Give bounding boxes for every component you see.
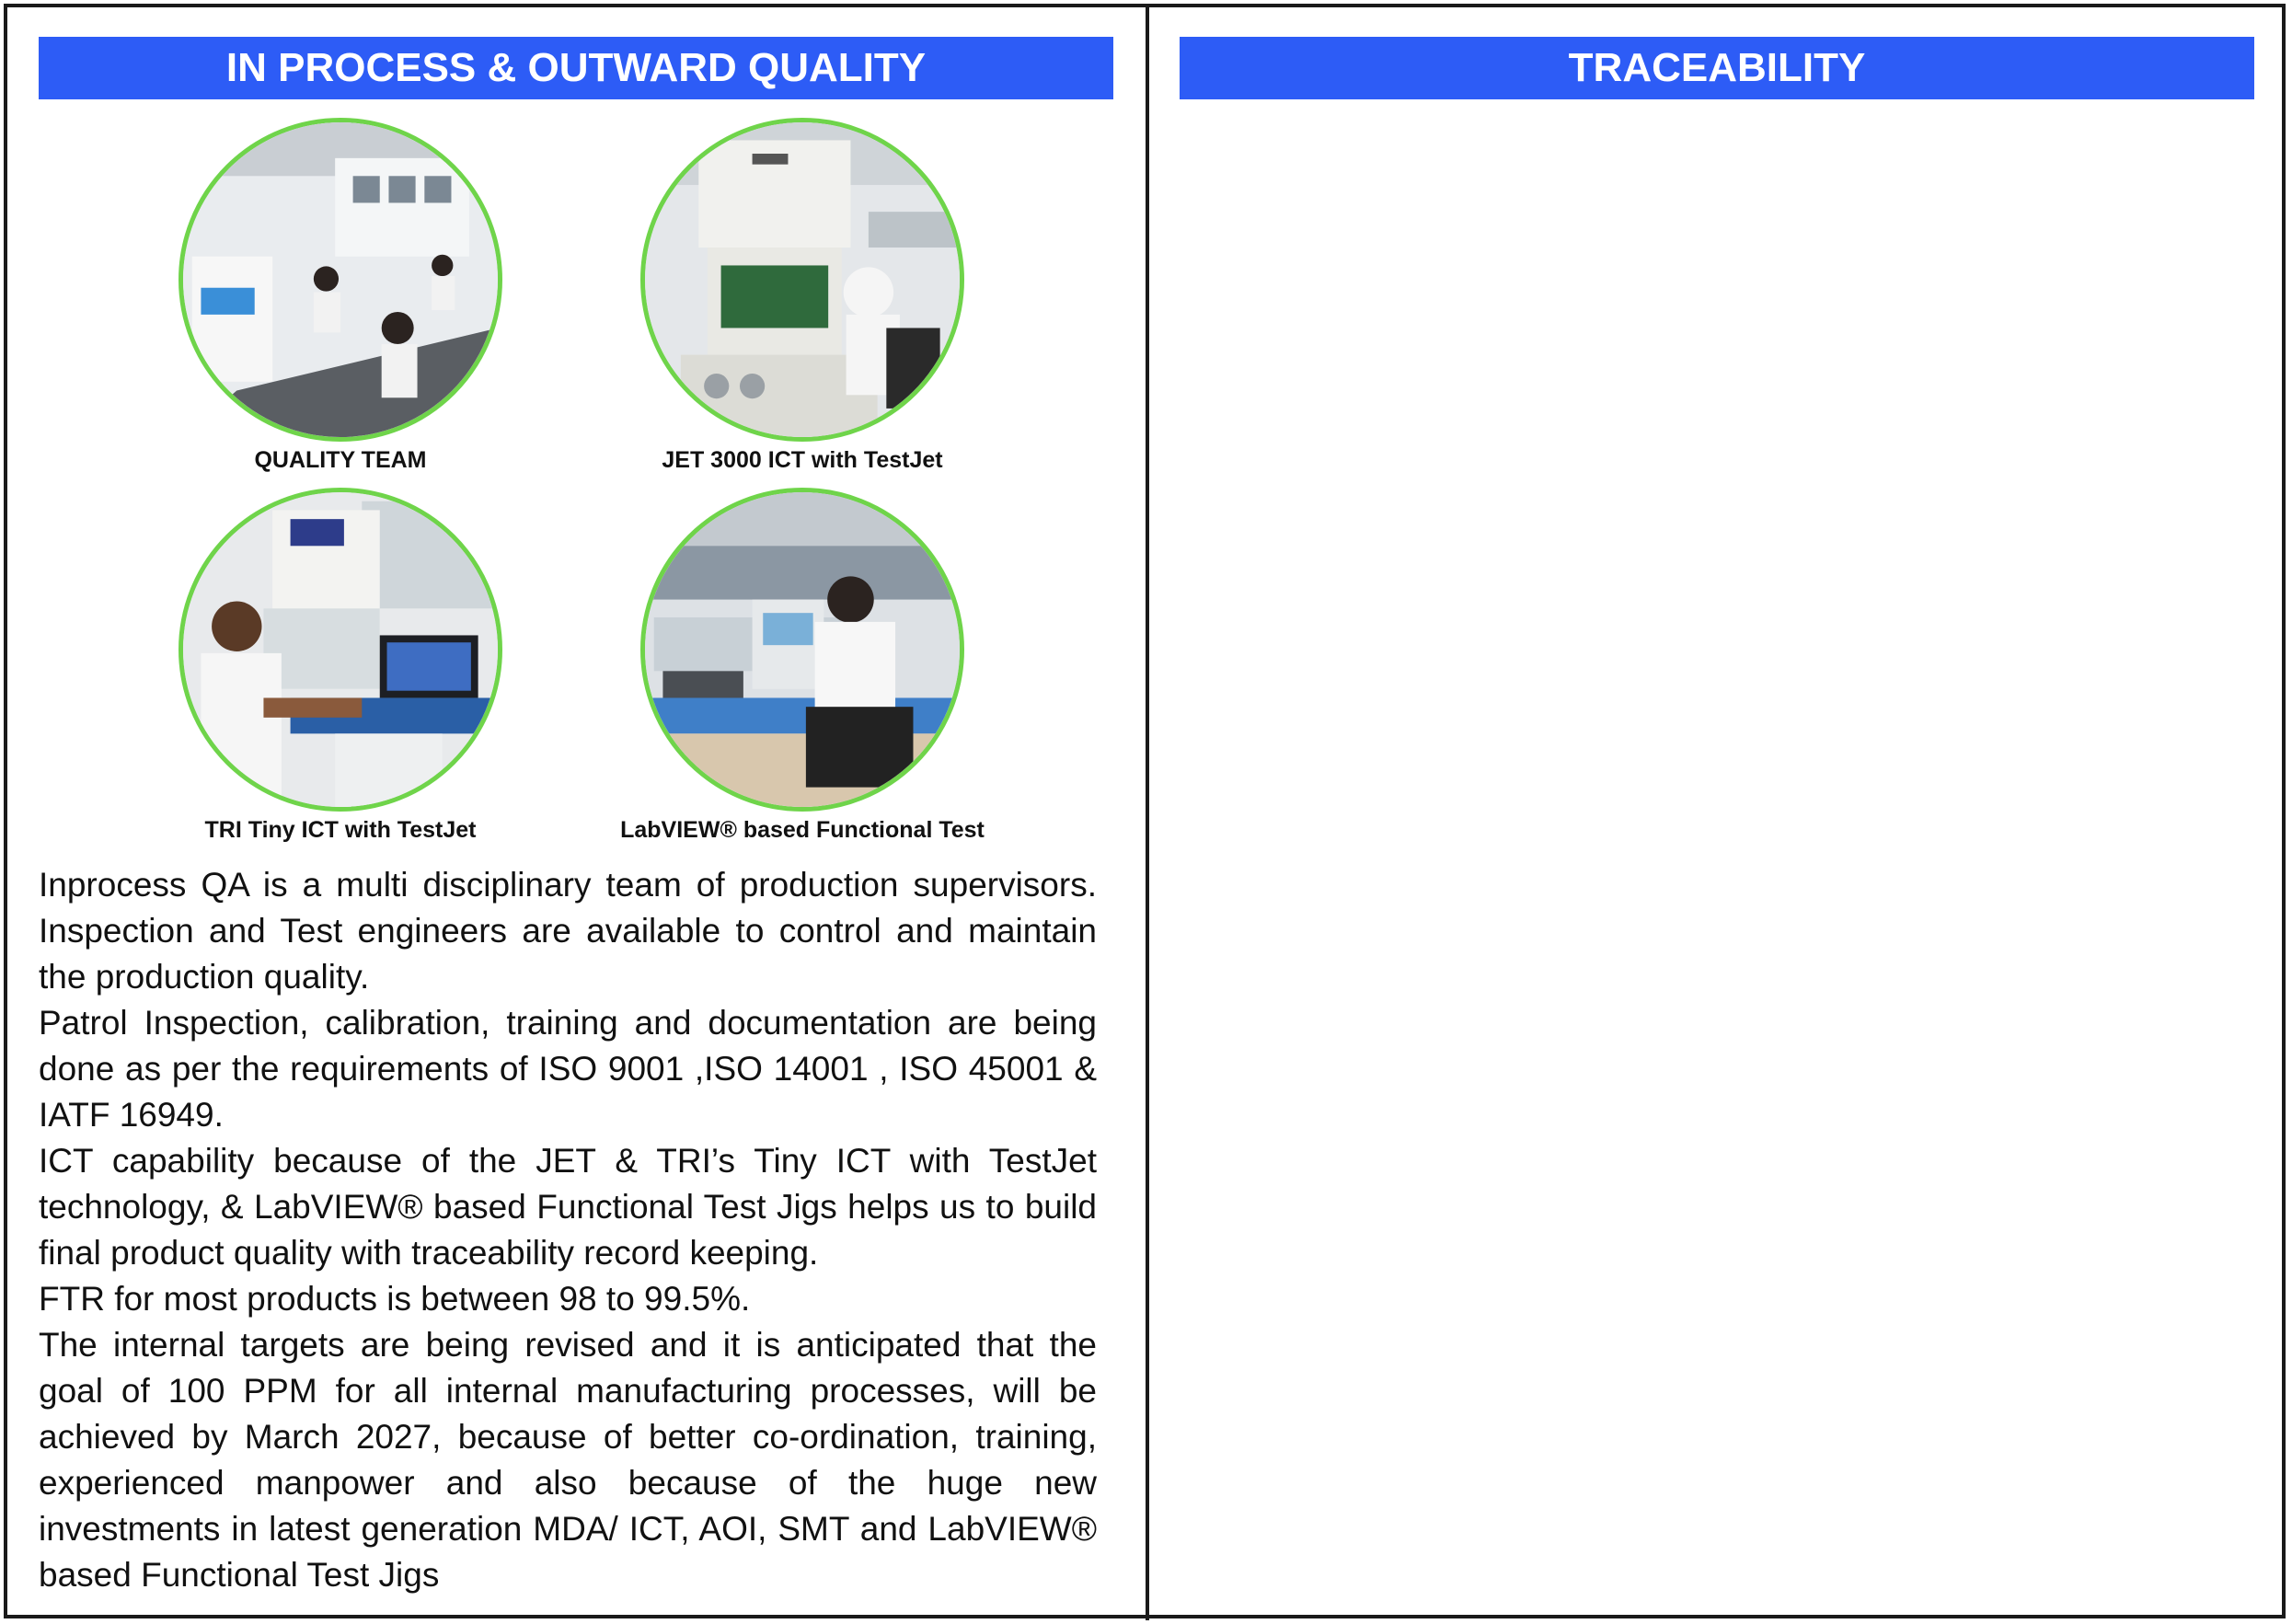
paragraph-inprocess-qa: Inprocess QA is a multi disciplinary team of production supervisors. Inspection and Test engineers are available to control and maintain the production quality.	[39, 866, 1097, 996]
right-panel-title: TRACEABILITY	[1180, 37, 2254, 99]
quality-team-caption: QUALITY TEAM	[254, 447, 427, 473]
jet-3000-ict-photo	[640, 118, 964, 442]
tri-tiny-ict-photo	[179, 488, 502, 812]
jet-3000-ict-caption: JET 3000 ICT with TestJet	[662, 447, 943, 473]
tri-tiny-ict-caption: TRI Tiny ICT with TestJet	[204, 817, 477, 843]
paragraph-internal-targets: The internal targets are being revised and it is anticipated that the goal of 100 PPM for all internal manufacturing processes, will be achieved by March 2027, because of better co-ordination, training, experienced manpower and also because of the huge new investments in latest generation MDA/ ICT, AOI, SMT and LabVIEW® based Functional Test Jigs	[39, 1326, 1097, 1594]
paragraph-patrol-inspection: Patrol Inspection, calibration, training and documentation are being done as per the requirements of ISO 9001 ,ISO 14001 , ISO 45001 & IATF 16949.	[39, 1004, 1097, 1134]
paragraph-ict-capability: ICT capability because of the JET & TRI’s Tiny ICT with TestJet technology, & LabVIEW® based Functional Test Jigs helps us to build final product quality with traceability record keeping.	[39, 1142, 1097, 1272]
labview-functional-test-caption: LabVIEW® based Functional Test	[620, 817, 985, 843]
column-divider	[1146, 4, 1149, 1620]
quality-team-photo	[179, 118, 502, 442]
left-panel-body	[39, 862, 1097, 1598]
labview-functional-test-photo	[640, 488, 964, 812]
left-panel-title: IN PROCESS & OUTWARD QUALITY	[39, 37, 1113, 99]
paragraph-ftr: FTR for most products is between 98 to 99.5%.	[39, 1280, 751, 1318]
